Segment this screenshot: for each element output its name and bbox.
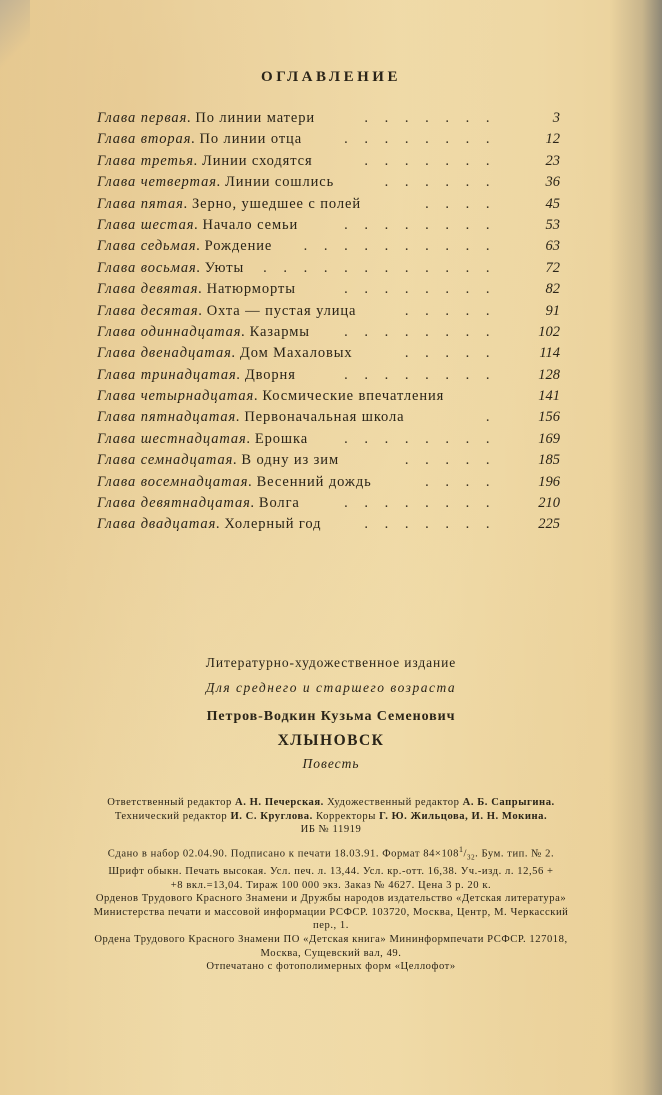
dot-leader: . . . . . .: [384, 174, 496, 191]
chapter-number: Глава третья.: [97, 152, 199, 169]
print-details-line-1: Сдано в набор 02.04.90. Подписано к печати 18.03.91. Формат $84\times 108^1/_{32}$. Бум. тип. № 2.: [107, 844, 555, 862]
printer-line-1: Ордена Трудового Красного Знамени ПО «Детская книга» Мининформпечати РСФСР. 127018,: [94, 933, 568, 945]
printer-line-3: Отпечатано с фотополимерных форм «Целлофот»: [206, 961, 456, 973]
toc-entry-label: [97, 236, 272, 257]
chapter-title: В одну из зим: [241, 452, 340, 469]
print-details-line-3: +8 вкл.=13,04. Тираж 100 000 экз. Заказ № 4627. Цена 3 р. 20 к.: [170, 879, 492, 891]
chapter-title: Начало семьи: [202, 216, 299, 233]
toc-entry[interactable]: [97, 108, 560, 129]
chapter-number: Глава восемнадцатая.: [97, 473, 253, 490]
page-number: 102: [538, 323, 560, 340]
dot-leader: . . . . . . . .: [344, 430, 496, 447]
scan-corner-shadow: [0, 0, 30, 70]
toc-entry[interactable]: [97, 407, 560, 428]
toc-entry[interactable]: [97, 194, 560, 215]
colophon: [35, 796, 627, 974]
toc-entry[interactable]: [97, 322, 560, 343]
toc-entry-label: [97, 151, 313, 172]
toc-entry-label: [97, 322, 310, 343]
chapter-title: Казармы: [249, 323, 310, 340]
page-number: 91: [545, 302, 560, 319]
toc-entry-label: [97, 386, 444, 407]
chapter-number: Глава семнадцатая.: [97, 452, 238, 469]
table-of-contents: [97, 108, 560, 536]
editors-line-2: [35, 810, 627, 824]
resp-editor-label: Ответственный редактор: [107, 797, 232, 808]
proofreaders-label: Корректоры: [316, 810, 376, 822]
publisher-line-1: Орденов Трудового Красного Знамени и Дружбы народов издательство «Детская литература»: [95, 893, 567, 905]
printer-line-2: Москва, Сущевский вал, 49.: [260, 947, 402, 959]
tech-editor-name: И. С. Круглова.: [230, 810, 313, 822]
chapter-number: Глава двадцатая.: [97, 516, 221, 533]
chapter-title: Линии сходятся: [202, 152, 313, 169]
toc-entry[interactable]: [97, 236, 560, 257]
dot-leader: . . . . .: [404, 302, 496, 319]
dot-leader: . . . . . . .: [364, 110, 496, 126]
toc-entry[interactable]: [97, 151, 560, 172]
dot-leader: . . . . . . . . . . . .: [263, 259, 496, 276]
chapter-number: Глава шестая.: [97, 216, 199, 233]
proofreaders-names: Г. Ю. Жильцова, И. Н. Мокина.: [379, 810, 548, 822]
chapter-number: Глава девятая.: [97, 281, 203, 298]
toc-entry[interactable]: [97, 279, 560, 300]
edition-type: Литературно-художественное издание: [205, 655, 457, 670]
ib-number: ИБ № 11919: [300, 824, 362, 836]
page-number: 12: [545, 131, 560, 148]
chapter-number: Глава седьмая.: [97, 238, 202, 255]
page-number: 114: [539, 345, 560, 362]
toc-entry[interactable]: [97, 129, 560, 150]
toc-entry-label: [97, 514, 321, 535]
dot-leader: . . . . . . . .: [344, 366, 496, 383]
toc-entry-label: [97, 129, 302, 150]
chapter-title: Линии сошлись: [225, 174, 335, 191]
toc-entry-label: [97, 301, 356, 322]
chapter-number: Глава вторая.: [97, 131, 196, 148]
chapter-number: Глава двенадцатая.: [97, 345, 237, 362]
dot-leader: . . . . . . . .: [344, 216, 496, 233]
toc-entry-label: [97, 450, 339, 471]
chapter-number: Глава десятая.: [97, 302, 204, 319]
toc-entry-label: [97, 172, 334, 193]
dot-leader: .: [485, 409, 496, 426]
toc-entry-label: [97, 215, 298, 236]
page-number: 169: [538, 430, 560, 447]
page-number: 196: [538, 473, 560, 490]
book-title: ХЛЫНОВСК: [277, 732, 385, 749]
dot-leader: . . . .: [425, 473, 496, 490]
page-number: 128: [538, 366, 560, 383]
page-number: 156: [538, 409, 560, 426]
dot-leader: . . . . . . .: [364, 516, 496, 533]
page-number: 36: [545, 174, 560, 191]
art-editor-name: А. Б. Сапрыгина.: [462, 797, 555, 808]
dot-leader: . . . . . . . .: [344, 495, 496, 512]
chapter-title: По линии отца: [199, 131, 303, 148]
toc-entry[interactable]: [97, 386, 560, 407]
chapter-number: Глава пятнадцатая.: [97, 409, 241, 426]
chapter-title: Дворня: [244, 366, 296, 383]
book-genre: Повесть: [302, 756, 360, 771]
format-denominator: 32: [467, 853, 476, 862]
toc-entry[interactable]: [97, 493, 560, 514]
chapter-title: Первоначальная школа: [244, 409, 405, 426]
toc-entry-label: [97, 343, 353, 364]
dot-leader: . . . . .: [404, 452, 496, 469]
resp-editor-name: А. Н. Печерская.: [235, 797, 324, 808]
chapter-title: Охта — пустая улица: [206, 302, 357, 319]
chapter-title: По линии матери: [195, 110, 316, 126]
chapter-number: Глава одиннадцатая.: [97, 323, 246, 340]
audience-note: Для среднего и старшего возраста: [205, 680, 457, 695]
chapter-title: Дом Махаловых: [239, 345, 353, 362]
paper-type: . Бум. тип. № 2.: [475, 848, 555, 860]
toc-entry[interactable]: [97, 472, 560, 493]
chapter-number: Глава пятая.: [97, 195, 189, 212]
toc-entry-label: [97, 108, 315, 129]
toc-entry[interactable]: [97, 514, 560, 535]
page-number: 45: [545, 195, 560, 212]
toc-entry[interactable]: [97, 429, 560, 450]
chapter-number: Глава шестнадцатая.: [97, 430, 252, 447]
toc-entry[interactable]: [97, 172, 560, 193]
page-number: 210: [538, 495, 560, 512]
toc-entry-label: [97, 194, 361, 215]
toc-entry-label: [97, 407, 404, 428]
dot-leader: . . . . . . . .: [344, 281, 496, 298]
chapter-number: Глава четырнадцатая.: [97, 388, 259, 405]
toc-heading: ОГЛАВЛЕНИЕ: [261, 69, 401, 85]
dot-leader: . . . . . . .: [364, 152, 496, 169]
page-number: 23: [545, 152, 560, 169]
tech-editor-label: Технический редактор: [114, 810, 228, 822]
chapter-title: Ерошка: [254, 430, 309, 447]
chapter-title: Уюты: [204, 259, 245, 276]
chapter-number: Глава восьмая.: [97, 259, 202, 276]
imprint-block: [0, 652, 662, 775]
page-number: 3: [552, 110, 560, 126]
page-number: 63: [545, 238, 560, 255]
page-number: 82: [545, 281, 560, 298]
toc-entry[interactable]: [97, 365, 560, 386]
editors-line-1: [35, 796, 627, 810]
toc-entry[interactable]: [97, 343, 560, 364]
toc-entry[interactable]: [97, 215, 560, 236]
art-editor-label: Художественный редактор: [327, 797, 460, 808]
format-numerator: 1: [458, 844, 464, 854]
toc-entry-label: [97, 258, 244, 279]
toc-entry-label: [97, 429, 308, 450]
toc-entry-label: [97, 279, 296, 300]
chapter-number: Глава девятнадцатая.: [97, 495, 256, 512]
chapter-number: Глава тринадцатая.: [97, 366, 242, 383]
page-number: 141: [538, 388, 560, 405]
toc-entry[interactable]: [97, 450, 560, 471]
dot-leader: . . . . . . . .: [344, 131, 496, 148]
toc-entry-label: [97, 493, 300, 514]
dot-leader: . . . . . . . . . .: [303, 238, 496, 255]
toc-entry[interactable]: [97, 301, 560, 322]
print-details-text: Сдано в набор 02.04.90. Подписано к печати 18.03.91. Формат 84×108: [107, 848, 459, 860]
chapter-title: Рождение: [204, 238, 273, 255]
page-number: 185: [538, 452, 560, 469]
print-details-line-2: Шрифт обыкн. Печать высокая. Усл. печ. л. 13,44. Усл. кр.-отт. 16,38. Уч.-изд. л. 12,56 +: [108, 866, 554, 878]
author-name: Петров-Водкин Кузьма Семенович: [206, 709, 456, 724]
publisher-line-3: пер., 1.: [313, 920, 349, 932]
chapter-title: Зерно, ушедшее с полей: [191, 195, 362, 212]
toc-entry-label: [97, 472, 372, 493]
chapter-title: Волга: [258, 495, 300, 512]
toc-entry-label: [97, 365, 296, 386]
page-number: 72: [545, 259, 560, 276]
dot-leader: . . . . . . . .: [344, 323, 496, 340]
dot-leader: . . . .: [425, 195, 496, 212]
chapter-title: Натюрморты: [206, 281, 296, 298]
toc-entry[interactable]: [97, 258, 560, 279]
chapter-number: Глава первая.: [97, 110, 192, 126]
chapter-title: Весенний дождь: [256, 473, 372, 490]
chapter-title: Холерный год: [224, 516, 322, 533]
chapter-title: Космические впечатления: [262, 388, 445, 405]
publisher-line-2: Министерства печати и массовой информации РСФСР. 103720, Москва, Центр, М. Черкасский: [93, 906, 569, 918]
chapter-number: Глава четвертая.: [97, 174, 222, 191]
dot-leader: . . . . .: [404, 345, 496, 362]
page-number: 53: [545, 216, 560, 233]
page-number: 225: [538, 516, 560, 533]
